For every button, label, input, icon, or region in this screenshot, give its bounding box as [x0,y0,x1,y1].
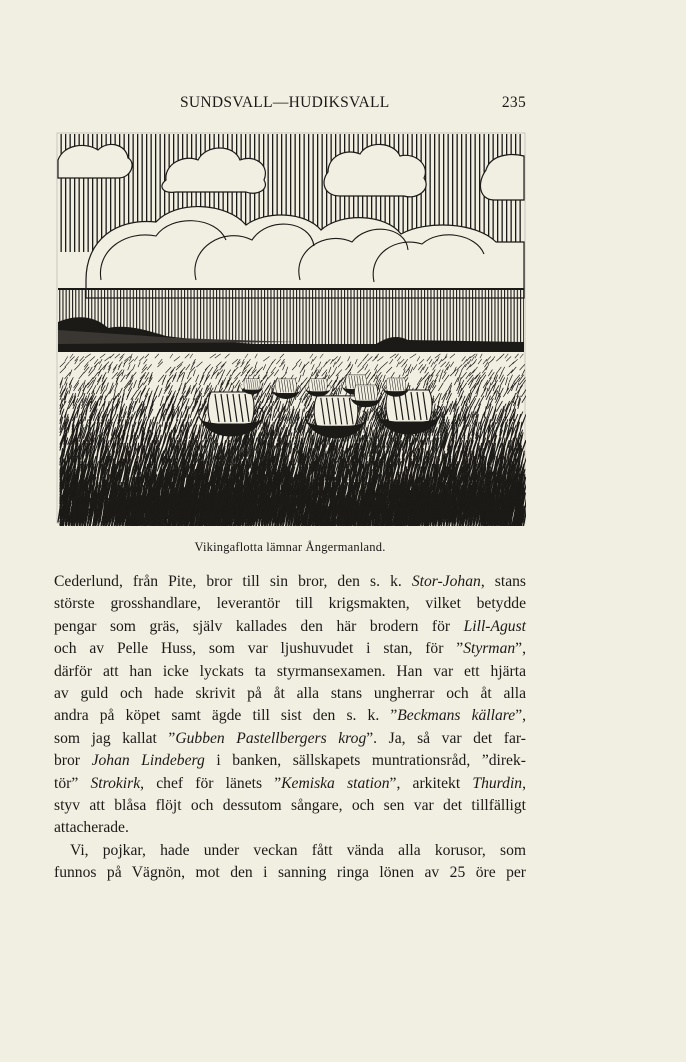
text-span: störste grosshandlare, leverantör till krigsmakten, vilket betydde [54,595,526,613]
text-line [54,661,526,683]
text-line [54,683,526,705]
text-span: funnos på Vägnön, mot den i sanning ringa lönen av 25 öre per [54,864,526,882]
text-line [54,862,526,884]
italic-text: Johan Lindeberg [91,752,205,770]
text-line [54,750,526,772]
text-span: , stans [480,573,526,590]
text-span: därför att han icke lyckats ta styrmansexamen. Han var ett hjärta [54,662,526,680]
page-number: 235 [501,94,526,111]
text-line [54,571,526,593]
viking-ships [199,375,441,438]
viking-ship [350,385,382,407]
italic-text: Beckmans källare [397,707,516,725]
illustration-caption: Vikingaflotta lämnar Ångermanland. [194,540,386,554]
text-span: ”, [515,707,527,725]
text-span: ”. Ja, så var det far- [366,729,526,747]
text-line [54,728,526,750]
text-span: tör” [54,774,91,792]
text-span: , [522,774,526,792]
text-span: pengar som gräs, själv kallades den här brodern för [54,617,464,635]
text-line [54,817,526,839]
text-line [54,773,526,795]
text-span: Cederlund, från Pite, bror till sin bror, den s. k. [54,573,412,590]
text-span: av guld och hade skrivit på åt alla stans ungherrar och åt alla [54,685,526,703]
text-span: och av Pelle Huss, som var ljushuvudet i stan, för ” [54,640,464,658]
text-line [54,795,526,817]
text-span: attacherade. [54,819,129,837]
viking-ship [377,390,441,434]
text-span: som jag kallat ” [54,729,176,747]
text-span: andra på köpet samt ägde till sist den s. k. ” [54,707,398,725]
running-head [54,94,526,114]
italic-text: Strokirk [90,774,141,792]
viking-ship [272,379,301,399]
italic-text: Thurdin [472,774,523,792]
body-text [54,571,526,885]
text-line [54,840,526,862]
text-span: ”, [515,640,526,658]
italic-text: Kemiska station [281,774,390,792]
italic-text: Stor-Johan [411,573,481,590]
text-line [54,638,526,660]
text-line [54,705,526,727]
illustration-viking-fleet [56,130,526,526]
text-span: bror [54,752,92,770]
italic-text: Gubben Pastellbergers krog [175,729,367,747]
text-span: styv att blåsa flöjt och dessutom sångare, och sen var det tillfälligt [54,797,526,815]
running-head-title: SUNDSVALL—HUDIKSVALL [180,94,390,111]
viking-ship [382,378,409,396]
text-span: , chef för länets ” [140,774,282,792]
italic-text: Styrman [463,640,516,658]
text-span: Vi, pojkar, hade under veckan fått vända alla korusor, som [70,841,526,859]
text-line [54,616,526,638]
text-line [54,593,526,615]
viking-ship [305,379,331,397]
italic-text: Lill-Agust [463,617,526,635]
viking-ship [199,392,263,436]
text-span: i banken, sällskapets muntrationsråd, ”direk- [204,752,526,770]
text-span: ”, arkitekt [389,774,473,792]
viking-ship [241,379,264,394]
viking-fleet-drawing [56,130,526,526]
